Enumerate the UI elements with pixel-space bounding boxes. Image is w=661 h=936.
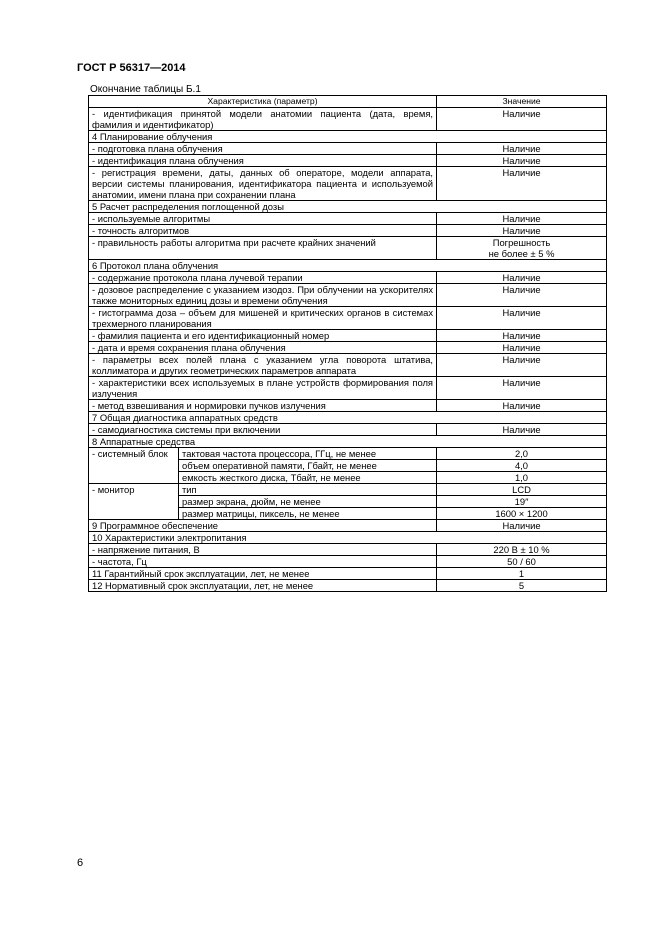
value-cell: Наличие [437, 400, 607, 412]
value-cell: Наличие [437, 284, 607, 307]
document-id: ГОСТ Р 56317—2014 [77, 62, 186, 74]
parameter-cell: - подготовка плана облучения [89, 143, 437, 155]
value-cell: 2,0 [437, 448, 607, 460]
value-cell: Наличие [437, 108, 607, 131]
spec-table [88, 95, 607, 592]
value-cell: Наличие [437, 342, 607, 354]
value-cell [437, 237, 607, 260]
parameter-cell: - метод взвешивания и нормировки пучков излучения [89, 400, 437, 412]
value-line: не более ± 5 % [488, 248, 555, 259]
table-row [89, 143, 607, 155]
table-row [89, 272, 607, 284]
table-row [89, 225, 607, 237]
parameter-cell: - дозовое распределение с указанием изодоз. При облучении на ускорителях также мониторных единиц дозы и времени облучения [89, 284, 437, 307]
column-header-parameter: Характеристика (параметр) [89, 96, 437, 108]
parameter-cell: - самодиагностика системы при включении [89, 424, 437, 436]
parameter-cell: - точность алгоритмов [89, 225, 437, 237]
table-row [89, 354, 607, 377]
table-row [89, 330, 607, 342]
table-row [89, 520, 607, 532]
hardware-param: размер экрана, дюйм, не менее [179, 496, 437, 508]
value-cell: Наличие [437, 307, 607, 330]
value-cell: Наличие [437, 330, 607, 342]
value-cell: Наличие [437, 213, 607, 225]
parameter-cell: - напряжение питания, В [89, 544, 437, 556]
hardware-param: емкость жесткого диска, Тбайт, не менее [179, 472, 437, 484]
parameter-cell: - гистограмма доза – объем для мишеней и критических органов в системах трехмерного планирования [89, 307, 437, 330]
table-row [89, 424, 607, 436]
table-row [89, 167, 607, 201]
value-cell: Наличие [437, 143, 607, 155]
table-header-row [89, 96, 607, 108]
table-row [89, 556, 607, 568]
value-cell: Наличие [437, 424, 607, 436]
parameter-cell: - регистрация времени, даты, данных об операторе, модели аппарата, версии системы планирования, идентификатора пациента и используемой анатомии, имени плана при сохранении плана [89, 167, 437, 201]
section-title: 8 Аппаратные средства [89, 436, 607, 448]
column-header-value: Значение [437, 96, 607, 108]
parameter-cell: - идентификация принятой модели анатомии пациента (дата, время, фамилия и идентификатор) [89, 108, 437, 131]
section-row [89, 131, 607, 143]
hardware-group-label: - монитор [89, 484, 179, 520]
parameter-cell: - идентификация плана облучения [89, 155, 437, 167]
value-cell: LCD [437, 484, 607, 496]
table-row [89, 307, 607, 330]
value-cell: Наличие [437, 225, 607, 237]
section-title: 4 Планирование облучения [89, 131, 607, 143]
value-line: Погрешность [492, 237, 551, 248]
table-row [89, 580, 607, 592]
section-row [89, 201, 607, 213]
parameter-cell: - дата и время сохранения плана облучения [89, 342, 437, 354]
table-row [89, 213, 607, 225]
hardware-param: размер матрицы, пиксель, не менее [179, 508, 437, 520]
value-cell: Наличие [437, 167, 607, 201]
table-row [89, 544, 607, 556]
parameter-cell: - содержание протокола плана лучевой терапии [89, 272, 437, 284]
hardware-row [89, 484, 607, 496]
table-row [89, 342, 607, 354]
section-title: 10 Характеристики электропитания [89, 532, 607, 544]
parameter-cell: 11 Гарантийный срок эксплуатации, лет, не менее [89, 568, 437, 580]
parameter-cell: 12 Нормативный срок эксплуатации, лет, не менее [89, 580, 437, 592]
table-row [89, 568, 607, 580]
hardware-group-label: - системный блок [89, 448, 179, 484]
parameter-cell: - используемые алгоритмы [89, 213, 437, 225]
hardware-row [89, 448, 607, 460]
table-row [89, 377, 607, 400]
table-row [89, 284, 607, 307]
value-cell: Наличие [437, 520, 607, 532]
parameter-cell: - характеристики всех используемых в плане устройств формирования поля излучения [89, 377, 437, 400]
section-row [89, 436, 607, 448]
value-cell: 4,0 [437, 460, 607, 472]
section-title: 5 Расчет распределения поглощенной дозы [89, 201, 607, 213]
value-cell: 1600 × 1200 [437, 508, 607, 520]
parameter-cell: - параметры всех полей плана с указанием угла поворота штатива, коллиматора и других геометрических параметров аппарата [89, 354, 437, 377]
section-title: 6 Протокол плана облучения [89, 260, 607, 272]
value-cell: Наличие [437, 377, 607, 400]
value-cell: Наличие [437, 272, 607, 284]
table-row [89, 237, 607, 260]
hardware-param: тактовая частота процессора, ГГц, не менее [179, 448, 437, 460]
section-row [89, 532, 607, 544]
value-cell: 220 В ± 10 % [437, 544, 607, 556]
value-cell: 5 [437, 580, 607, 592]
parameter-cell: 9 Программное обеспечение [89, 520, 437, 532]
page-number: 6 [77, 857, 84, 869]
hardware-param: объем оперативной памяти, Гбайт, не менее [179, 460, 437, 472]
value-cell: 50 / 60 [437, 556, 607, 568]
section-title: 7 Общая диагностика аппаратных средств [89, 412, 607, 424]
value-cell: Наличие [437, 155, 607, 167]
value-cell: Наличие [437, 354, 607, 377]
parameter-cell: - фамилия пациента и его идентификационный номер [89, 330, 437, 342]
table-row [89, 400, 607, 412]
parameter-cell: - правильность работы алгоритма при расчете крайних значений [89, 237, 437, 260]
value-cell: 19″ [437, 496, 607, 508]
value-cell: 1 [437, 568, 607, 580]
table-caption: Окончание таблицы Б.1 [90, 84, 201, 95]
section-row [89, 412, 607, 424]
section-row [89, 260, 607, 272]
value-cell: 1,0 [437, 472, 607, 484]
parameter-cell: - частота, Гц [89, 556, 437, 568]
hardware-param: тип [179, 484, 437, 496]
table-row [89, 108, 607, 131]
table-row [89, 155, 607, 167]
